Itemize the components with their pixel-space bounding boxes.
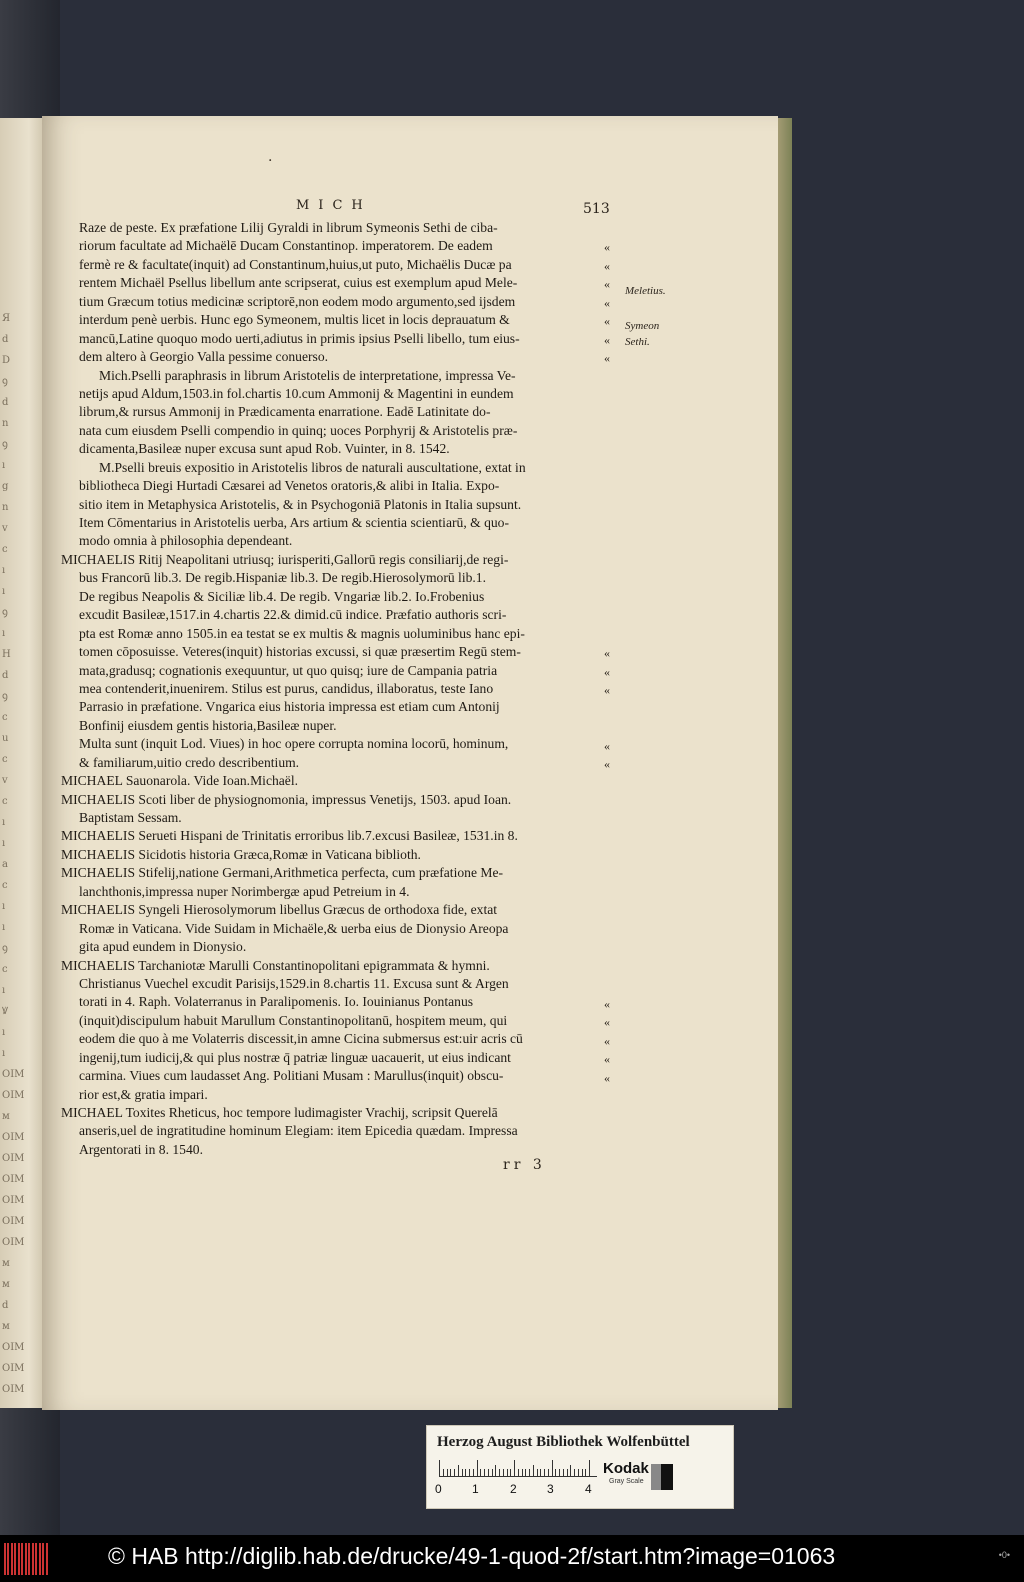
prev-page-mark: c xyxy=(2,754,8,765)
ruler-tick xyxy=(488,1469,489,1476)
margin-note-symeon: Symeon xyxy=(625,320,660,332)
text-line: MICHAELIS Sicidotis historia Græca,Romæ in Vaticana biblioth. xyxy=(61,846,421,862)
ruler-tick xyxy=(480,1469,481,1476)
text-line: ingenij,tum iudicij,& qui plus nostræ q̄ patriæ linguæ uacauerit, ut eius indicant xyxy=(79,1049,511,1065)
prev-page-mark: ı xyxy=(2,628,6,639)
text-line: MICHAELIS Syngeli Hierosolymorum libellus Græcus de orthodoxa fide, extat xyxy=(61,902,498,918)
text-line: mancū,Latine quoquo modo uerti,adiutus in primis ipsius Pselli libello, tum eius- xyxy=(79,330,520,346)
prev-page-mark: OIM xyxy=(2,1237,25,1248)
prev-page-mark: Ꝟ xyxy=(2,1006,9,1017)
ruler-tick xyxy=(465,1469,466,1476)
prev-page-mark: ꝯ xyxy=(2,943,8,954)
ruler-tick xyxy=(518,1469,519,1476)
ruler-number: 1 xyxy=(472,1482,479,1496)
prev-page-mark: c xyxy=(2,964,8,975)
prev-page-mark: D xyxy=(2,355,11,366)
quote-mark: « xyxy=(604,738,610,753)
quote-mark: « xyxy=(604,664,610,679)
prev-page-mark: u xyxy=(2,733,9,744)
prev-page-mark: c xyxy=(2,796,8,807)
ruler-number: 0 xyxy=(435,1482,442,1496)
prev-page-mark: ı xyxy=(2,586,6,597)
quote-mark: « xyxy=(604,757,610,772)
ruler-tick xyxy=(477,1460,478,1476)
ruler-number: 2 xyxy=(510,1482,517,1496)
text-line: dicamenta,Basileæ nuper excusa sunt apud Rob. Vuinter, in 8. 1542. xyxy=(79,441,450,457)
prev-page-mark: ı xyxy=(2,985,6,996)
prev-page-mark: ꝯ xyxy=(2,376,8,387)
prev-page-mark: ı xyxy=(2,817,6,828)
quote-mark: « xyxy=(604,1070,610,1085)
gray-patch xyxy=(651,1464,661,1490)
ruler-tick xyxy=(552,1460,553,1476)
ruler-tick xyxy=(473,1469,474,1476)
ruler-tick xyxy=(578,1469,579,1476)
text-line: eodem die quo à me Volaterris discessit,in amne Cicina submersus est:uir acris cū xyxy=(79,1031,523,1047)
footer-copyright-url[interactable]: © HAB http://diglib.hab.de/drucke/49-1-quod-2f/start.htm?image=01063 xyxy=(108,1543,836,1569)
ruler-tick xyxy=(525,1469,526,1476)
ruler-tick xyxy=(450,1469,451,1476)
text-line: Item Cōmentarius in Aristotelis uerba, Ars artium & scientia scientiarū, & quo- xyxy=(79,515,510,530)
ruler-tick xyxy=(492,1469,493,1476)
ruler-tick xyxy=(454,1469,455,1476)
footer-mark: •0• xyxy=(998,1550,1010,1560)
kodak-logo: Kodak xyxy=(603,1460,649,1477)
text-line: carmina. Viues cum laudasset Ang. Politiani Musam : Marullus(inquit) obscu- xyxy=(79,1068,504,1084)
margin-note-meletius: Meletius. xyxy=(625,285,666,297)
quote-mark: « xyxy=(604,277,610,292)
ruler-tick xyxy=(529,1469,530,1476)
prev-page-mark: OIM xyxy=(2,1069,25,1080)
text-line: MICHAELIS Tarchaniotæ Marulli Constantinopolitani epigrammata & hymni. xyxy=(61,957,490,973)
ruler-tick xyxy=(443,1469,444,1476)
black-patch xyxy=(661,1464,673,1490)
text-line: rentem Michaël Psellus libellum ante scripserat, cuius est exemplum apud Mele- xyxy=(79,275,518,291)
text-line: M.Pselli breuis expositio in Aristotelis libros de naturali auscultatione, extat in xyxy=(99,459,526,475)
ruler-tick xyxy=(555,1469,556,1476)
prev-page-mark: ı xyxy=(2,460,6,471)
text-line: MICHAELIS Scoti liber de physiognomonia, impressus Venetijs, 1503. apud Ioan. xyxy=(61,791,512,807)
text-line: MICHAEL Sauonarola. Vide Ioan.Michaël. xyxy=(61,773,299,789)
prev-page-mark: OIM xyxy=(2,1090,25,1101)
ruler-tick xyxy=(469,1469,470,1476)
ruler-tick xyxy=(574,1469,575,1476)
prev-page-mark: ᴍ xyxy=(2,1111,10,1122)
text-line: MICHAEL Toxites Rheticus, hoc tempore ludimagister Vrachij, scripsit Querelā xyxy=(61,1105,498,1120)
text-line: netijs apud Aldum,1503.in fol.chartis 10.cum Ammonij & Magentini in eundem xyxy=(79,385,514,401)
text-line: Bonfinij eiusdem gentis historia,Basileæ nuper. xyxy=(79,717,337,733)
prev-page-mark: ı xyxy=(2,838,6,849)
text-line: riorum facultate ad Michaëlē Ducam Constantinop. imperatorem. De eadem xyxy=(79,238,493,254)
prev-page-mark: ı xyxy=(2,922,6,933)
gray-scale-label: Gray Scale xyxy=(609,1478,644,1485)
text-line: excudit Basileæ,1517.in 4.chartis 22.& dimid.cū indice. Præfatio authoris scri- xyxy=(79,607,507,623)
prev-page-mark: OIM xyxy=(2,1132,25,1143)
body-text xyxy=(61,219,603,1159)
quote-mark: « xyxy=(604,295,610,310)
prev-page-mark: c xyxy=(2,880,8,891)
prev-page-mark: ᴍ xyxy=(2,1321,10,1332)
text-line: Parrasio in præfatione. Vngarica eius historia impressa est etiam cum Antonij xyxy=(79,699,500,715)
quote-mark: « xyxy=(604,351,610,366)
text-line: Multa sunt (inquit Lod. Viues) in hoc opere corrupta nomina locorū, hominum, xyxy=(79,736,509,752)
prev-page-mark: ı xyxy=(2,565,6,576)
text-line: nata cum eiusdem Pselli compendio in quinq; uoces Porphyrij & Aristotelis præ- xyxy=(79,422,518,438)
stamp-title: Herzog August Bibliothek Wolfenbüttel xyxy=(437,1434,690,1450)
prev-page-mark: OIM xyxy=(2,1216,25,1227)
ruler-number: 3 xyxy=(547,1482,554,1496)
prev-page-mark: d xyxy=(2,397,9,408)
quote-mark: « xyxy=(604,683,610,698)
text-line: Mich.Pselli paraphrasis in librum Aristotelis de interpretatione, impressa Ve- xyxy=(99,367,516,383)
prev-page-mark: ᴍ xyxy=(2,1258,10,1269)
quote-mark: « xyxy=(604,996,610,1011)
ruler-tick xyxy=(533,1465,534,1476)
running-title: MICH xyxy=(296,198,372,213)
text-line: Christianus Vuechel excudit Parisijs,1529.in 8.chartis 11. Excusa sunt & Argen xyxy=(79,975,509,991)
ruler-tick xyxy=(514,1460,515,1476)
ruler-tick xyxy=(582,1469,583,1476)
quote-mark: « xyxy=(604,258,610,273)
prev-page-mark: ı xyxy=(2,901,6,912)
ruler-tick xyxy=(548,1469,549,1476)
text-line: Argentorati in 8. 1540. xyxy=(79,1141,203,1157)
ruler-tick xyxy=(495,1465,496,1476)
text-line: modo omnia à philosophia dependeant. xyxy=(79,533,293,549)
prev-page-mark: n xyxy=(2,502,9,513)
prev-page-mark: d xyxy=(2,1300,9,1311)
prev-page-mark: d xyxy=(2,670,9,681)
scale-ruler xyxy=(439,1460,597,1477)
ruler-tick xyxy=(537,1469,538,1476)
ruler-tick xyxy=(585,1469,586,1476)
text-line: Raze de peste. Ex præfatione Lilij Gyraldi in librum Symeonis Sethi de ciba- xyxy=(79,220,498,235)
ruler-tick xyxy=(570,1465,571,1476)
text-line: rior est,& gratia impari. xyxy=(79,1086,208,1102)
text-line: pta est Romæ anno 1505.in ea testat se ex multis & magnis uoluminibus hanc epi- xyxy=(79,625,525,641)
previous-page-marks xyxy=(2,308,42,1400)
text-line: Romæ in Vaticana. Vide Suidam in Michaële,& uerba eius de Dionysio Areopa xyxy=(79,920,509,936)
ruler-tick xyxy=(439,1460,440,1476)
ruler-tick xyxy=(589,1460,590,1476)
text-line: & familiarum,uitio credo describentium. xyxy=(79,754,300,770)
text-line: Baptistam Sessam. xyxy=(79,810,182,825)
prev-page-mark: Я xyxy=(2,313,11,324)
prev-page-mark: ı xyxy=(2,1027,6,1038)
quote-mark: « xyxy=(604,1015,610,1030)
text-line: anseris,uel de ingratitudine hominum Elegiam: item Epicedia quædam. Impressa xyxy=(79,1123,518,1139)
prev-page-mark: c xyxy=(2,544,8,555)
ruler-tick xyxy=(544,1469,545,1476)
prev-page-mark: d xyxy=(2,334,9,345)
prev-page-mark: OIM xyxy=(2,1384,25,1395)
text-line: bibliotheca Diegi Hurtadi Cæsarei ad Venetos oratoris,& alibi in Italia. Expo- xyxy=(79,478,500,494)
ruler-tick xyxy=(567,1469,568,1476)
library-stamp xyxy=(426,1425,734,1509)
text-line: gita apud eundem in Dionysio. xyxy=(79,939,247,955)
ruler-tick xyxy=(563,1469,564,1476)
prev-page-mark: n xyxy=(2,418,9,429)
quote-mark: « xyxy=(604,1033,610,1048)
signature-mark: rr 3 xyxy=(503,1157,546,1173)
text-line: librum,& rursus Ammonij in Prædicamenta enarratione. Eadē Latinitate do- xyxy=(79,404,491,420)
ruler-tick xyxy=(484,1469,485,1476)
prev-page-mark: c xyxy=(2,712,8,723)
ruler-tick xyxy=(447,1469,448,1476)
ruler-number: 4 xyxy=(585,1482,592,1496)
prev-page-mark: v xyxy=(2,523,8,534)
ruler-tick xyxy=(458,1465,459,1476)
ruler-tick xyxy=(499,1469,500,1476)
page-number: 513 xyxy=(583,201,610,217)
text-line: lanchthonis,impressa nuper Norimbergæ apud Petreium in 4. xyxy=(79,883,410,899)
text-line: tomen cōposuisse. Veteres(inquit) historias excussi, si quæ præsertim Regū stem- xyxy=(79,644,521,660)
text-line: torati in 4. Raph. Volaterranus in Paralipomenis. Io. Iouinianus Pontanus xyxy=(79,994,474,1010)
prev-page-mark: OIM xyxy=(2,1342,25,1353)
prev-page-mark: OIM xyxy=(2,1174,25,1185)
previous-page-edge xyxy=(0,118,48,1408)
prev-page-mark: ᴍ xyxy=(2,1279,10,1290)
text-line: (inquit)discipulum habuit Marullum Constantinopolitanū, hospitem meum, qui xyxy=(79,1012,508,1028)
text-line: De regibus Neapolis & Siciliæ lib.4. De regib. Vngariæ lib.2. Io.Frobenius xyxy=(79,588,485,604)
text-line: MICHAELIS Stifelij,natione Germani,Arithmetica perfecta, cum præfatione Me- xyxy=(61,865,504,881)
text-line: interdum penè uerbis. Hunc ego Symeonem, multis licet in locis deprauatum & xyxy=(79,312,510,328)
ruler-tick xyxy=(462,1469,463,1476)
ruler-tick xyxy=(507,1469,508,1476)
text-line: mea contenderit,inuenirem. Stilus est purus, candidus, illaboratus, teste Iano xyxy=(79,680,494,696)
prev-page-mark: OIM xyxy=(2,1363,25,1374)
prev-page-mark: v xyxy=(2,775,8,786)
prev-page-mark: ꝯ xyxy=(2,439,8,450)
prev-page-mark: OIM xyxy=(2,1153,25,1164)
quote-mark: « xyxy=(604,240,610,255)
text-line: bus Francorū lib.3. De regib.Hispaniæ lib.3. De regib.Hierosolymorū lib.1. xyxy=(79,570,486,586)
prev-page-mark: OIM xyxy=(2,1195,25,1206)
prev-page-mark: ı xyxy=(2,1048,6,1059)
ruler-tick xyxy=(559,1469,560,1476)
text-line: MICHAELIS Serueti Hispani de Trinitatis erroribus lib.7.excusi Basileæ, 1531.in 8. xyxy=(61,828,518,844)
ruler-tick xyxy=(503,1469,504,1476)
ruler-tick xyxy=(510,1469,511,1476)
text-line: dem altero à Georgio Valla pessime conuerso. xyxy=(79,349,329,365)
text-line: tium Græcum totius medicinæ scriptorē,non eodem modo argumento,sed ijsdem xyxy=(79,293,516,309)
text-line: sitio item in Metaphysica Aristotelis, & in Psychogoniā Platonis in Italia supsunt. xyxy=(79,496,522,512)
prev-page-mark: a xyxy=(2,859,8,870)
prev-page-mark: ꝯ xyxy=(2,691,8,702)
quote-mark: « xyxy=(604,646,610,661)
ruler-tick xyxy=(540,1469,541,1476)
prev-page-mark: g xyxy=(2,481,9,492)
barcode-icon xyxy=(4,1543,48,1575)
quote-mark: « xyxy=(604,1052,610,1067)
prev-page-mark: ꝯ xyxy=(2,607,8,618)
margin-note-sethi: Sethi. xyxy=(625,336,650,348)
ruler-tick xyxy=(522,1469,523,1476)
text-line: mata,gradusq; cognationis exequuntur, ut quo quisq; iure de Campania patria xyxy=(79,662,498,678)
quote-mark: « xyxy=(604,332,610,347)
prev-page-mark: H xyxy=(2,649,11,660)
page-speck: · xyxy=(268,153,273,169)
footer-bar xyxy=(0,1535,1024,1582)
quote-mark: « xyxy=(604,314,610,329)
text-line: fermè re & facultate(inquit) ad Constantinum,huius,ut puto, Michaëlis Ducæ pa xyxy=(79,256,512,272)
text-line: MICHAELIS Ritij Neapolitani utriusq; iurisperiti,Gallorū regis consiliarij,de regi- xyxy=(61,551,509,567)
